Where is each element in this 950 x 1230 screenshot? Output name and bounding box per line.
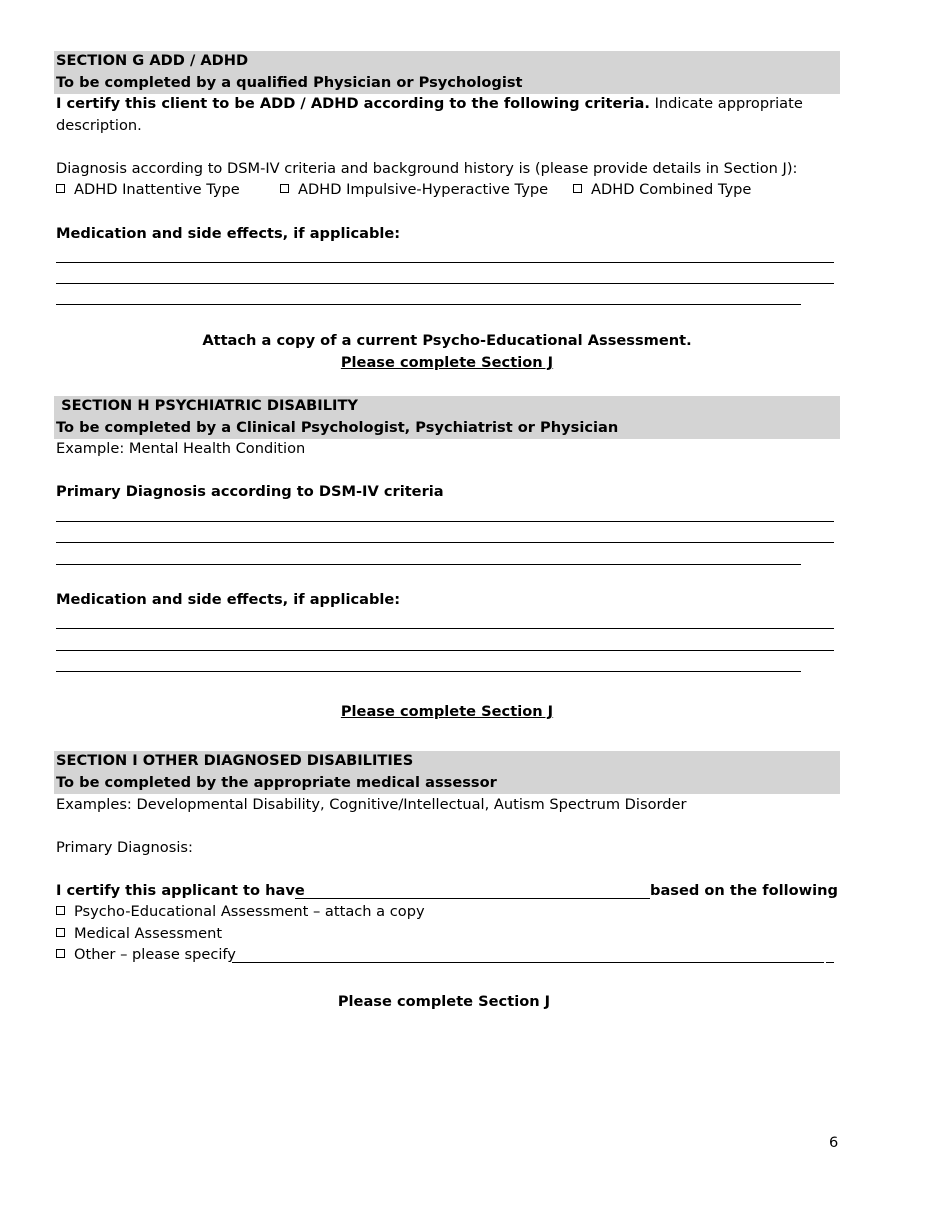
section-h-title: SECTION H PSYCHIATRIC DISABILITY [56,397,358,414]
section-g-title: SECTION G ADD / ADHD [56,52,249,69]
psycho-educational-label: Psycho-Educational Assessment – attach a copy [74,903,425,920]
section-i-complete-j: Please complete Section J [337,993,551,1010]
section-g-certify [56,93,803,114]
section-h-medication-line-2-tail [826,650,834,651]
adhd-inattentive-label: ADHD Inattentive Type [74,181,240,198]
section-h-example: Example: Mental Health Condition [56,440,306,457]
section-h-complete-j: Please complete Section J [340,703,554,720]
section-h-medication-line-2[interactable] [56,650,826,651]
section-i-certify-start: I certify this applicant to have [56,882,305,899]
adhd-combined-label: ADHD Combined Type [591,181,752,198]
section-i-title: SECTION I OTHER DIAGNOSED DISABILITIES [56,752,414,769]
section-i-certify-end: based on the following [650,882,838,899]
medical-assessment-option[interactable] [56,923,222,944]
section-i-examples: Examples: Developmental Disability, Cognitive/Intellectual, Autism Spectrum Disorder [56,796,687,813]
section-g-complete-j: Please complete Section J [340,354,554,371]
adhd-combined-option[interactable] [573,179,751,200]
other-specify-line[interactable] [232,962,824,963]
section-h-medication-label: Medication and side effects, if applicable: [56,591,401,608]
medical-assessment-label: Medical Assessment [74,925,223,942]
section-g-medication-label: Medication and side effects, if applicable: [56,225,401,242]
section-g-certify-rest: Indicate appropriate [649,95,803,112]
section-g-subtitle: To be completed by a qualified Physician or Psychologist [56,74,523,91]
other-option[interactable] [56,944,236,965]
section-h-primary-line-2[interactable] [56,542,826,543]
section-g-attach-note: Attach a copy of a current Psycho-Educational Assessment. [202,332,692,349]
checkbox-icon[interactable] [573,184,582,193]
section-g-certify-bold: I certify this client to be ADD / ADHD according to the following criteria. [56,95,650,112]
section-h-primary-line-1-tail [826,521,834,522]
section-h-primary-line-1[interactable] [56,521,826,522]
section-h-primary-label: Primary Diagnosis according to DSM-IV criteria [56,483,444,500]
adhd-impulsive-option[interactable] [280,179,548,200]
section-g-medication-line-3[interactable] [56,304,801,305]
checkbox-icon[interactable] [56,949,65,958]
page-number: 6 [829,1134,839,1151]
section-i-subtitle: To be completed by the appropriate medical assessor [56,774,497,791]
other-specify-line-tail [826,962,834,963]
other-label: Other – please specify [74,946,236,963]
checkbox-icon[interactable] [280,184,289,193]
section-g-certify-line2: description. [56,117,142,134]
section-g-medication-line-2-tail [826,283,834,284]
adhd-inattentive-option[interactable] [56,179,240,200]
section-h-medication-line-1[interactable] [56,628,834,629]
checkbox-icon[interactable] [56,184,65,193]
section-g-medication-line-2[interactable] [56,283,826,284]
section-h-primary-line-2-tail [826,542,834,543]
section-g-diagnosis-text: Diagnosis according to DSM-IV criteria and background history is (please provide details in Section J): [56,160,798,177]
section-h-subtitle: To be completed by a Clinical Psychologist, Psychiatrist or Physician [56,419,619,436]
section-h-primary-line-3[interactable] [56,564,801,565]
section-g-medication-line-1[interactable] [56,262,826,263]
section-i-disability-input-line[interactable] [295,898,650,899]
section-i-primary-label: Primary Diagnosis: [56,839,193,856]
section-g-medication-line-1-tail [826,262,834,263]
section-h-medication-line-3[interactable] [56,671,801,672]
psycho-educational-option[interactable] [56,901,425,922]
adhd-impulsive-label: ADHD Impulsive-Hyperactive Type [298,181,549,198]
checkbox-icon[interactable] [56,906,65,915]
checkbox-icon[interactable] [56,928,65,937]
